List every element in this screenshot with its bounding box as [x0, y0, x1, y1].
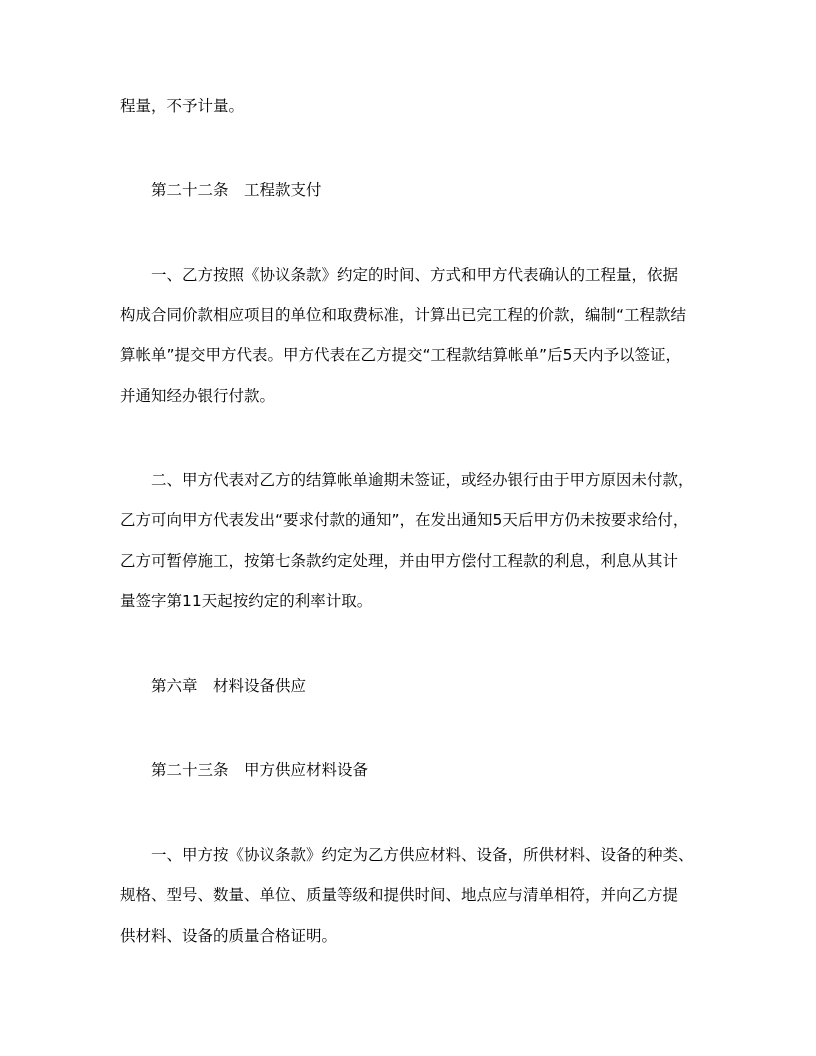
- article-23-para1-line3: 供材料、设备的质量合格证明。: [120, 927, 338, 945]
- article-23-para1-line1: 一、甲方按《协议条款》约定为乙方供应材料、设备，所供材料、设备的种类、: [151, 846, 694, 864]
- article-22-para1-line2: 构成合同价款相应项目的单位和取费标准，计算出已完工程的价款，编制“工程款结: [120, 306, 687, 324]
- chapter-6-heading: 第六章 材料设备供应: [151, 677, 307, 695]
- paragraph-continuation: 程量，不予计量。: [120, 97, 245, 115]
- article-22-para2-line1: 二、甲方代表对乙方的结算帐单逾期未签证，或经办银行由于甲方原因未付款，: [151, 471, 694, 489]
- article-22-para2-line3: 乙方可暂停施工，按第七条款约定处理，并由甲方偿付工程款的利息，利息从其计: [120, 552, 679, 570]
- article-22-para1-line3: 算帐单”提交甲方代表。甲方代表在乙方提交“工程款结算帐单”后5天内予以签证，: [120, 346, 681, 364]
- article-23-heading: 第二十三条 甲方供应材料设备: [151, 761, 369, 779]
- article-22-para1-line1: 一、乙方按照《协议条款》约定的时间、方式和甲方代表确认的工程量，依据: [151, 266, 679, 284]
- article-22-para2-line2: 乙方可向甲方代表发出“要求付款的通知”，在发出通知5天后甲方仍未按要求给付，: [120, 511, 689, 529]
- article-22-para2-line4: 量签字第11天起按约定的利率计取。: [120, 592, 373, 610]
- article-23-para1-line2: 规格、型号、数量、单位、质量等级和提供时间、地点应与清单相符，并向乙方提: [120, 886, 679, 904]
- article-22-heading: 第二十二条 工程款支付: [151, 181, 322, 199]
- article-22-para1-line4: 并通知经办银行付款。: [120, 387, 276, 405]
